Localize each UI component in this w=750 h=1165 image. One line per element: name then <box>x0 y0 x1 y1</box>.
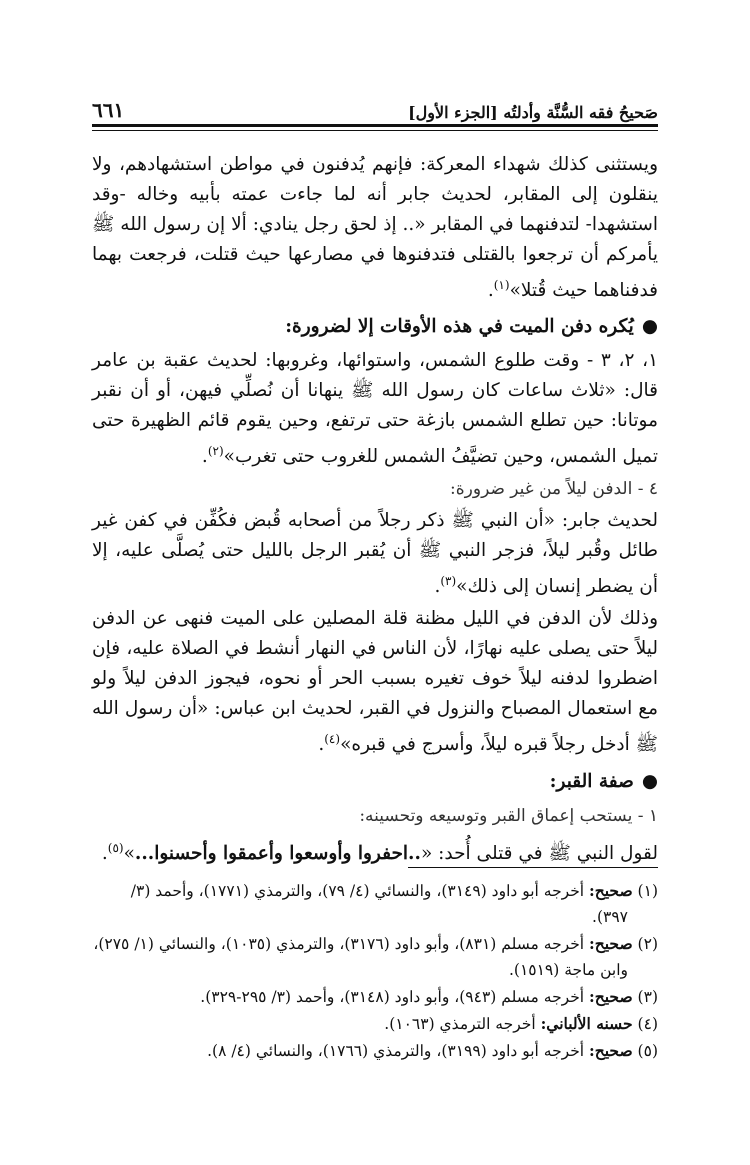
paragraph-martyrs: ويستثنى كذلك شهداء المعركة: فإنهم يُدفنون في مواطن استشهادهم، ولا ينقلون إلى المقابر، لحديث جابر أنه لما جاءت عمته بأبيه وخاله -وقد استشهدا- لتدفنهما في المقابر «.. إذ لحق رجل ينادي: ألا إن رسول الله ﷺ يأمركم أن ترجعوا بالقتلى فتدفنوها في مصارعها حيث قتلت، فرجعت بهما فدفناهما حيث قُتلا»$^{(١)}$. <box>92 154 658 302</box>
section-heading-disliked-times <box>92 312 658 342</box>
footnote-ref: (١) <box>493 278 510 292</box>
main-text <box>92 150 658 871</box>
footnote <box>92 878 658 930</box>
footnote-number: (٤) <box>637 1015 658 1033</box>
subheading-night-burial: ٤ - الدفن ليلاً من غير ضرورة: <box>450 479 658 500</box>
paragraph-uhud: لقول النبي ﷺ في قتلى أُحد: «..احفروا وأوسعوا وأعمقوا وأحسنوا...»$^{(٥)}$. <box>101 840 658 864</box>
running-title: صَحيحُ فقه السُّنَّة وأدلتُه [الجزء الأول] <box>408 103 658 122</box>
quote-close: » <box>123 842 135 864</box>
footnote-grade: حسنه الألباني: <box>540 1014 633 1033</box>
footnote-ref: (٤) <box>324 732 341 747</box>
footnote-separator <box>408 867 658 868</box>
header-rule-thick <box>92 124 658 127</box>
footnote-number: (٣) <box>637 988 658 1006</box>
footnote <box>92 931 658 983</box>
page-number: ٦٦١ <box>92 98 125 122</box>
paragraph-text: ١، ٢، ٣ - وقت طلوع الشمس، واستوائها، وغروبها: لحديث عقبة بن عامر قال: «ثلاث ساعات كان رسول الله ﷺ ينهانا أن نُصلِّي فيهن، أو أن نقبر موتانا: حين تطلع الشمس بازغة حتى ترتفع، وحين يقوم قائم الظهيرة حتى تميل الشمس، وحين تضيَّفُ الشمس للغروب حتى تغرب» <box>92 350 659 468</box>
bullet-icon: ● <box>641 316 658 338</box>
footnote-text: أخرجه أبو داود (٣١٩٩)، والترمذي (١٧٦٦)، والنسائي (٤/ ٨). <box>207 1042 585 1060</box>
footnote-text: أخرجه أبو داود (٣١٤٩)، والنسائي (٤/ ٧٩)، والترمذي (١٧٧١)، وأحمد (٣/ ٣٩٧). <box>130 882 628 926</box>
bullet-icon: ● <box>641 770 658 792</box>
paragraph-text: وذلك لأن الدفن في الليل مظنة قلة المصلين على الميت فنهى عن الدفن ليلاً حتى يصلى عليه نهارًا، لأن الناس في النهار أنشط في الصلاة عليه، فإن اضطروا لدفنه ليلاً خوف تغيره بسبب الحر أو نحوه، فيجوز الدفن ليلاً ولو مع استعمال المصباح والنزول في القبر، لحديث ابن عباس: «أن رسول الله ﷺ أدخل رجلاً قبره ليلاً، وأسرج في قبره» <box>92 608 658 756</box>
subheading-deepen-grave: ١ - يستحب إعماق القبر وتوسيعه وتحسينه: <box>359 805 658 826</box>
footnote-grade: صحيح: <box>589 987 633 1006</box>
paragraph-text: لقول النبي ﷺ في قتلى أُحد: « <box>420 842 658 864</box>
footnote-number: (١) <box>637 882 658 900</box>
header-rule-thin <box>92 130 658 131</box>
paragraph-three-times: ١، ٢، ٣ - وقت طلوع الشمس، واستوائها، وغروبها: لحديث عقبة بن عامر قال: «ثلاث ساعات كان رسول الله ﷺ ينهانا أن نُصلِّي فيهن، أو أن نقبر موتانا: حين تطلع الشمس بازغة حتى ترتفع، وحين يقوم قائم الظهيرة حتى تميل الشمس، وحين تضيَّفُ الشمس للغروب حتى تغرب»$^{(٢)}$. <box>92 350 659 468</box>
footnote-text: أخرجه الترمذي (١٠٦٣). <box>384 1015 536 1033</box>
paragraph-night-reason: وذلك لأن الدفن في الليل مظنة قلة المصلين على الميت فنهى عن الدفن ليلاً حتى يصلى عليه نهارًا، لأن الناس في النهار أنشط في الصلاة عليه، فإن اضطروا لدفنه ليلاً خوف تغيره بسبب الحر أو نحوه، فيجوز الدفن ليلاً ولو مع استعمال المصباح والنزول في القبر، لحديث ابن عباس: «أن رسول الله ﷺ أدخل رجلاً قبره ليلاً، وأسرج في قبره»$^{(٤)}$. <box>92 608 658 756</box>
footnotes <box>92 878 658 1065</box>
heading-text: يُكره دفن الميت في هذه الأوقات إلا لضرورة: <box>285 316 634 338</box>
footnote-grade: صحيح: <box>589 881 633 900</box>
page-header <box>92 92 658 122</box>
footnote-ref: (٢) <box>207 444 224 459</box>
quoted-command: ..احفروا وأوسعوا وأعمقوا وأحسنوا... <box>134 842 421 864</box>
footnote <box>92 984 658 1010</box>
footnote-number: (٢) <box>637 935 658 953</box>
footnote-grade: صحيح: <box>589 934 633 953</box>
section-heading-grave <box>92 767 658 797</box>
heading-text: صفة القبر: <box>549 770 634 792</box>
paragraph-text: لحديث جابر: «أن النبي ﷺ ذكر رجلاً من أصحابه قُبض فكُفِّن في كفن غير طائل وقُبر ليلاً، فزجر النبي ﷺ أن يُقبر الرجل بالليل حتى يُصلَّى عليه، إلا أن يضطر إنسان إلى ذلك» <box>92 510 658 598</box>
footnote-grade: صحيح: <box>589 1041 633 1060</box>
footnote <box>92 1038 658 1064</box>
paragraph-jabir-hadith: لحديث جابر: «أن النبي ﷺ ذكر رجلاً من أصحابه قُبض فكُفِّن في كفن غير طائل وقُبر ليلاً، فزجر النبي ﷺ أن يُقبر الرجل بالليل حتى يُصلَّى عليه، إلا أن يضطر إنسان إلى ذلك»$^{(٣)}$. <box>92 510 658 598</box>
footnote-ref: (٥) <box>107 840 124 855</box>
footnote-text: أخرجه مسلم (٨٣١)، وأبو داود (٣١٧٦)، والترمذي (١٠٣٥)، والنسائي (١/ ٢٧٥)، وابن ماجة (١٥١٩). <box>93 935 628 979</box>
footnote <box>92 1011 658 1037</box>
footnote-number: (٥) <box>637 1042 658 1060</box>
footnote-ref: (٣) <box>440 574 457 589</box>
paragraph-text: ويستثنى كذلك شهداء المعركة: فإنهم يُدفنون في مواطن استشهادهم، ولا ينقلون إلى المقابر، لحديث جابر أنه لما جاءت عمته بأبيه وخاله -وقد استشهدا- لتدفنهما في المقابر «.. إذ لحق رجل ينادي: ألا إن رسول الله ﷺ يأمركم أن ترجعوا بالقتلى فتدفنوها في مصارعها حيث قتلت، فرجعت بهما فدفناهما حيث قُتلا» <box>92 154 658 302</box>
footnote-text: أخرجه مسلم (٩٤٣)، وأبو داود (٣١٤٨)، وأحمد (٣/ ٢٩٥-٣٢٩). <box>200 988 585 1006</box>
